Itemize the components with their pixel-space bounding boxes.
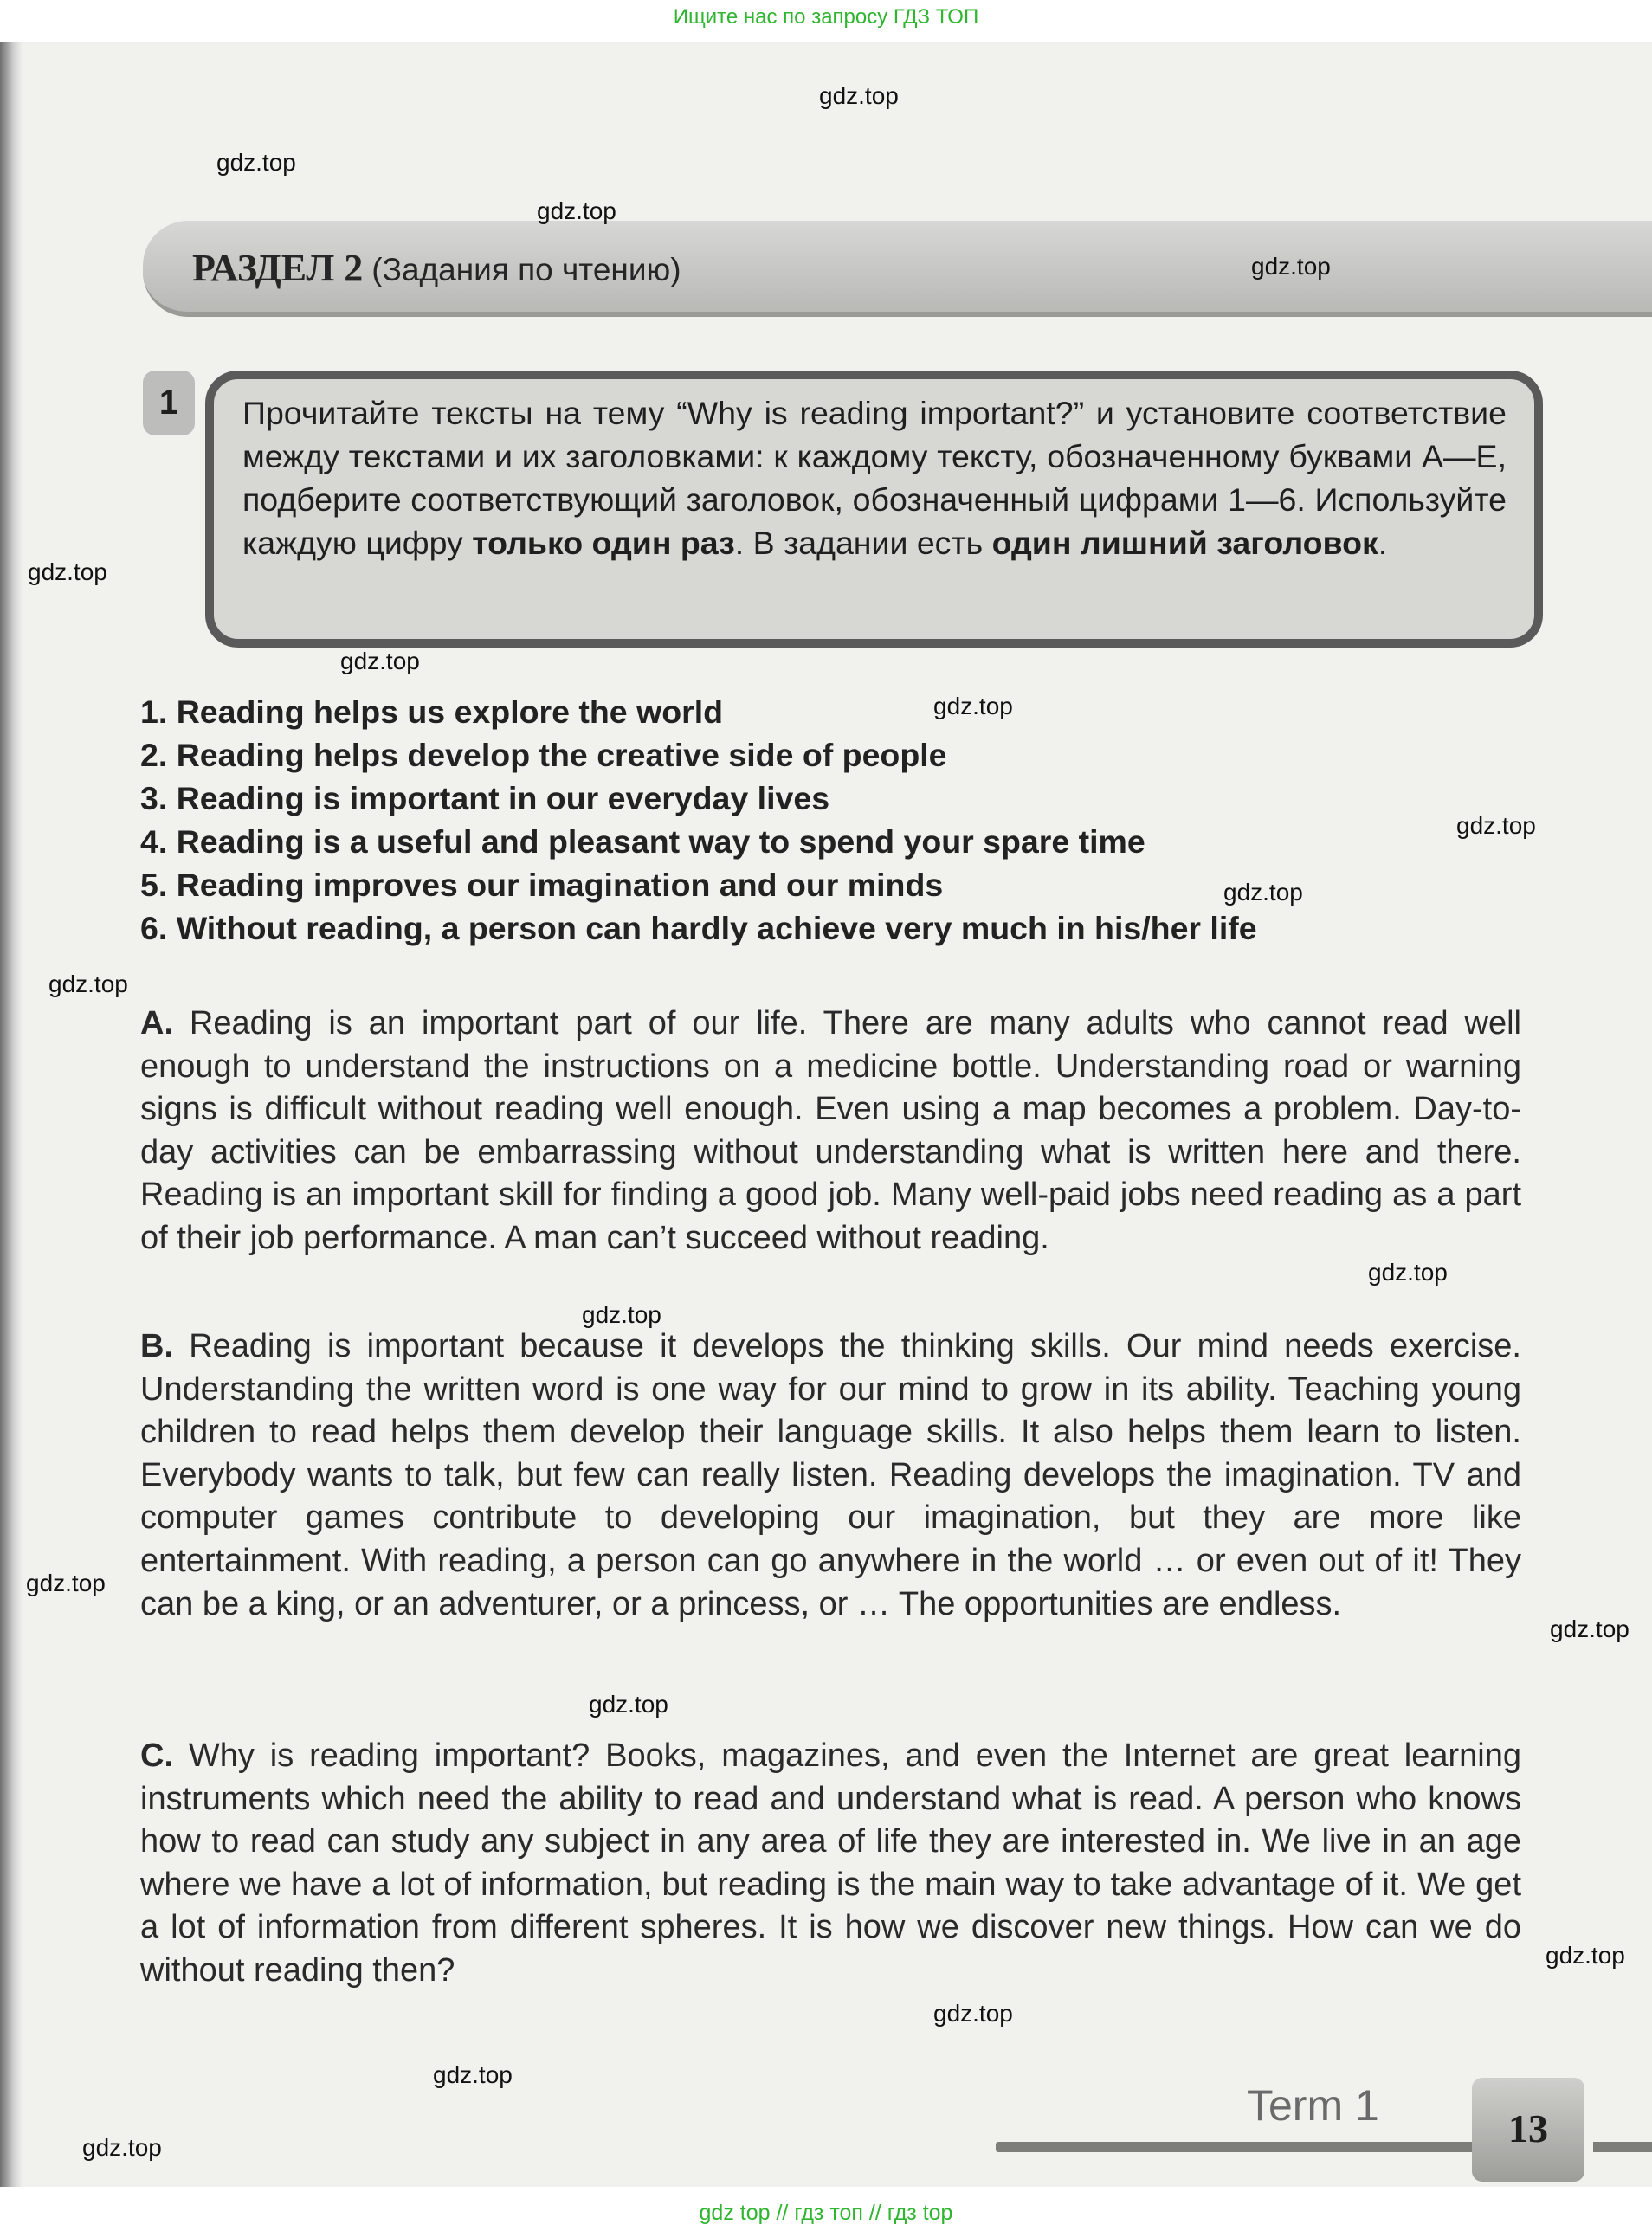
watermark: gdz.top	[1456, 812, 1536, 839]
watermark: gdz.top	[28, 558, 107, 585]
text-body: Why is reading important? Books, magazines, and even the Internet are great learning instruments which need the ability to read and understand what is read. A person who knows how to read can study any subject in any area of life they are interested in. We live in an age where we have a lot of information, but reading is the main way to take advantage of it. We get a lot of information from different spheres. It is how we discover new things. How can we do without reading then?	[140, 1738, 1521, 1989]
instruction-emphasis: только один раз	[472, 525, 735, 561]
text-b	[140, 1325, 1521, 1626]
watermark: gdz.top	[1251, 253, 1331, 280]
term-label: Term 1	[1247, 2081, 1379, 2130]
watermark: gdz.top	[26, 1570, 106, 1596]
watermark: gdz.top	[589, 1691, 668, 1718]
watermark: gdz.top	[1223, 879, 1303, 906]
section-subtitle: (Задания по чтению)	[371, 252, 681, 287]
text-body: Reading is important because it develops the thinking skills. Our mind needs exercise. Understanding the written word is one way for our mind to grow in its ability. Teaching young children to read helps them develop their language skills. It also helps them learn to listen. Everybody wants to talk, but few can really listen. Reading develops the imagination. TV and computer games contribute to developing our imagination, but they are more like entertainment. With reading, a person can go anywhere in the world … or even out of it! They can be a king, or an adventurer, or a princess, or … The opportunities are endless.	[140, 1328, 1521, 1622]
section-title-text: РАЗДЕЛ 2	[192, 247, 364, 289]
watermark: gdz.top	[1550, 1615, 1629, 1642]
instruction-text-part: . В задании есть	[734, 525, 992, 561]
watermark: gdz.top	[933, 2000, 1013, 2027]
text-letter: B.	[140, 1328, 173, 1364]
footer-rule	[996, 2142, 1498, 2152]
heading-item: 3. Reading is important in our everyday lives	[140, 780, 830, 816]
task-instruction	[242, 391, 1507, 564]
heading-item: 2. Reading helps develop the creative side of people	[140, 737, 947, 773]
heading-item: 1. Reading helps us explore the world	[140, 693, 724, 730]
watermark: gdz.top	[537, 197, 616, 224]
watermark: gdz.top	[433, 2061, 513, 2088]
watermark: gdz.top	[82, 2134, 162, 2161]
text-letter: C.	[140, 1738, 173, 1774]
heading-item: 5. Reading improves our imagination and our minds	[140, 867, 944, 903]
text-a	[140, 1003, 1521, 1261]
instruction-text-part: Прочитайте тексты на тему “Why is reading important?” и установите соответствие между текстами и их заголовками: к каждому тексту, обозначенному буквами A—E, подберите соответствующий заголовок, обозначенный цифрами 1—6. Используйте каждую цифру	[242, 395, 1507, 561]
text-c	[140, 1735, 1521, 1993]
page-spine-shadow	[0, 42, 23, 2187]
watermark: gdz.top	[819, 82, 899, 109]
task-number-badge: 1	[143, 371, 195, 435]
instruction-text-part: .	[1378, 525, 1388, 561]
headings-list	[140, 690, 1526, 950]
instruction-emphasis: один лишний заголовок	[991, 525, 1378, 561]
bottom-banner[interactable]: gdz top // гдз топ // гдз top	[699, 2201, 953, 2225]
footer-rule	[1593, 2142, 1652, 2152]
watermark: gdz.top	[933, 693, 1013, 719]
heading-item: 6. Without reading, a person can hardly achieve very much in his/her life	[140, 910, 1257, 946]
text-letter: A.	[140, 1005, 173, 1041]
watermark: gdz.top	[1546, 1942, 1625, 1969]
watermark: gdz.top	[216, 149, 296, 176]
heading-item: 4. Reading is a useful and pleasant way to spend your spare time	[140, 823, 1145, 860]
watermark: gdz.top	[1368, 1259, 1448, 1286]
watermark: gdz.top	[582, 1301, 661, 1328]
page-number: 13	[1508, 2106, 1548, 2150]
watermark: gdz.top	[340, 648, 420, 674]
watermark: gdz.top	[48, 970, 128, 997]
top-banner[interactable]: Ищите нас по запросу ГДЗ ТОП	[673, 5, 979, 29]
section-title	[192, 242, 681, 294]
text-body: Reading is an important part of our life. There are many adults who cannot read well enough to understand the instructions on a medicine bottle. Understanding road or warning signs is difficult without reading well enough. Even using a map becomes a problem. Day-to-day activities can be embarrassing without understanding what is written here and there. Reading is an important skill for finding a good job. Many well-paid jobs need reading as a part of their job performance. A man can’t succeed without reading.	[140, 1005, 1521, 1256]
